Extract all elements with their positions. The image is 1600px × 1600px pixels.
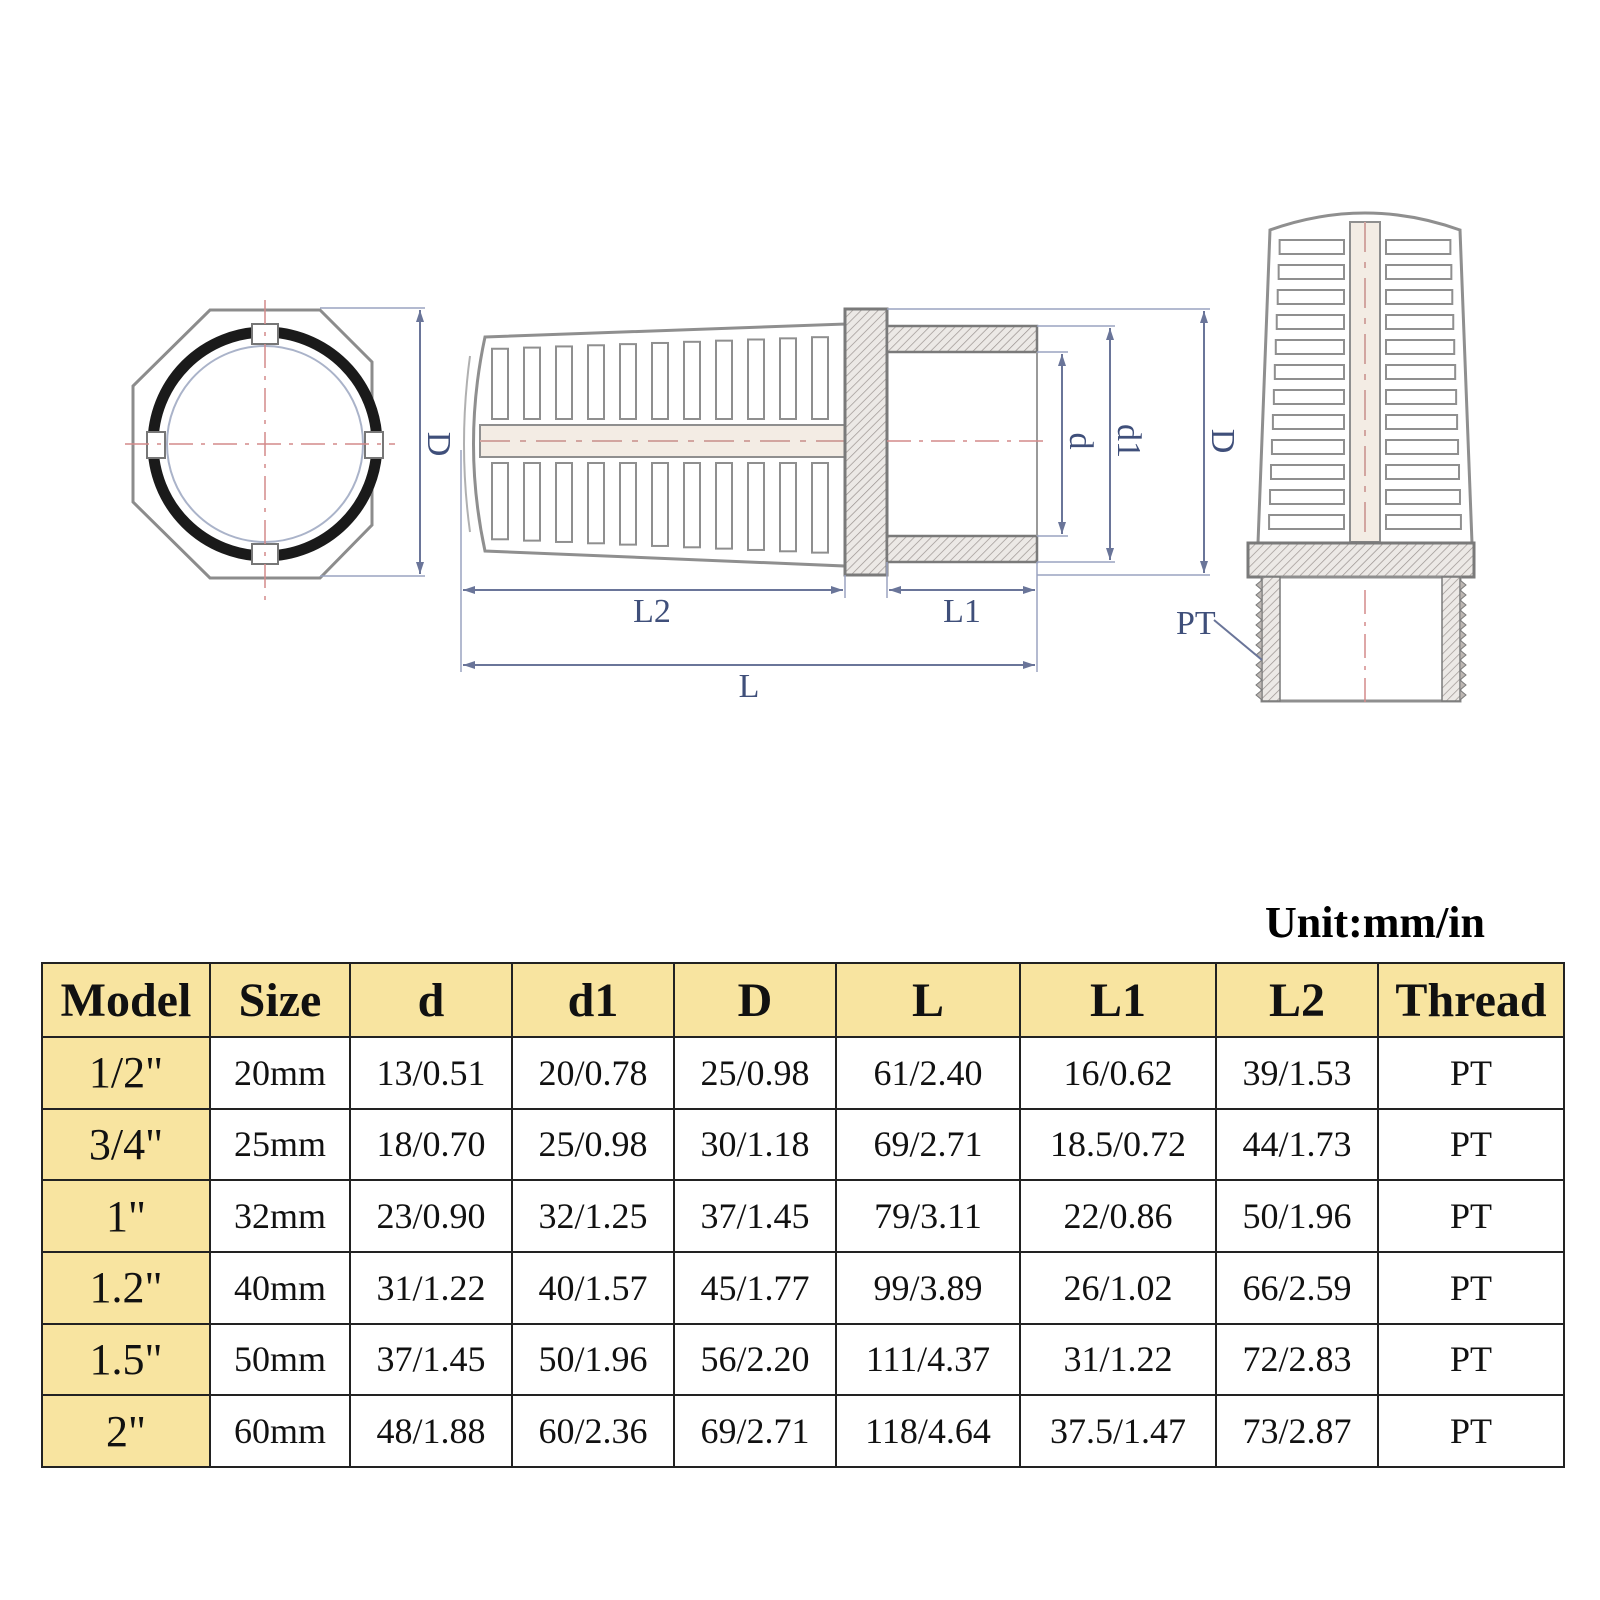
table-cell: 26/1.02 <box>1020 1252 1216 1324</box>
column-header-l1: L1 <box>1020 963 1216 1037</box>
strainer-slot <box>1272 440 1344 454</box>
strainer-slot <box>524 463 540 541</box>
table-cell: 40mm <box>210 1252 350 1324</box>
thread-tooth <box>1460 690 1466 700</box>
side-d-label: d <box>1062 432 1099 450</box>
table-cell: PT <box>1378 1395 1564 1467</box>
side-view <box>461 309 1241 705</box>
thread-tooth <box>1256 660 1262 670</box>
table-cell: 25/0.98 <box>674 1037 836 1109</box>
strainer-slot <box>684 463 700 547</box>
thread-tooth <box>1256 640 1262 650</box>
strainer-slot <box>1386 440 1458 454</box>
column-header-model: Model <box>42 963 210 1037</box>
strainer-slot <box>1271 465 1344 479</box>
front-view <box>125 300 457 600</box>
model-cell: 1/2" <box>42 1037 210 1109</box>
side-L1-label: L1 <box>943 593 981 630</box>
table-cell: PT <box>1378 1037 1564 1109</box>
strainer-slot <box>1278 290 1344 304</box>
table-cell: 111/4.37 <box>836 1324 1020 1396</box>
strainer-slot <box>588 463 604 543</box>
table-cell: 79/3.11 <box>836 1180 1020 1252</box>
table-cell: 20mm <box>210 1037 350 1109</box>
strainer-slot <box>1274 390 1344 404</box>
thread-tooth <box>1460 660 1466 670</box>
thread-tooth <box>1256 590 1262 600</box>
strainer-slot <box>716 341 732 419</box>
strainer-slot <box>652 463 668 546</box>
strainer-slot <box>748 463 764 550</box>
spec-table <box>41 962 1565 1468</box>
table-row <box>42 1109 1564 1181</box>
column-header-l: L <box>836 963 1020 1037</box>
strainer-slot <box>1279 265 1344 279</box>
table-cell: PT <box>1378 1109 1564 1181</box>
thread-tooth <box>1256 600 1262 610</box>
thread-tooth <box>1256 690 1262 700</box>
thread-tooth <box>1256 580 1262 590</box>
thread-tooth <box>1460 640 1466 650</box>
table-cell: 39/1.53 <box>1216 1037 1378 1109</box>
table-cell: 32mm <box>210 1180 350 1252</box>
model-cell: 2" <box>42 1395 210 1467</box>
model-cell: 1.2" <box>42 1252 210 1324</box>
unit-label: Unit:mm/in <box>1265 898 1485 947</box>
strainer-slot <box>812 337 828 419</box>
table-cell: 31/1.22 <box>1020 1324 1216 1396</box>
table-row <box>42 1037 1564 1109</box>
strainer-slot <box>588 345 604 419</box>
table-cell: 23/0.90 <box>350 1180 512 1252</box>
thread-tooth <box>1460 620 1466 630</box>
table-cell: 20/0.78 <box>512 1037 674 1109</box>
table-cell: PT <box>1378 1252 1564 1324</box>
table-cell: 50/1.96 <box>1216 1180 1378 1252</box>
thread-tooth <box>1256 610 1262 620</box>
table-header-row <box>42 963 1564 1037</box>
strainer-slot <box>1386 515 1461 529</box>
strainer-slot <box>620 463 636 545</box>
thread-tooth <box>1460 610 1466 620</box>
table-cell: 56/2.20 <box>674 1324 836 1396</box>
strainer-slot <box>1276 340 1344 354</box>
strainer-slot <box>812 463 828 553</box>
strainer-slot <box>1273 415 1344 429</box>
column-header-d: D <box>674 963 836 1037</box>
table-cell: 69/2.71 <box>836 1109 1020 1181</box>
strainer-slot <box>1386 340 1454 354</box>
table-row <box>42 1324 1564 1396</box>
strainer-slot <box>524 348 540 419</box>
thread-tooth <box>1460 580 1466 590</box>
strainer-slot <box>652 343 668 419</box>
thread-tooth <box>1460 680 1466 690</box>
table-cell: 18.5/0.72 <box>1020 1109 1216 1181</box>
table-cell: 25/0.98 <box>512 1109 674 1181</box>
table-cell: 37.5/1.47 <box>1020 1395 1216 1467</box>
table-cell: 60/2.36 <box>512 1395 674 1467</box>
table-cell: 48/1.88 <box>350 1395 512 1467</box>
strainer-slot <box>1386 390 1456 404</box>
table-cell: 18/0.70 <box>350 1109 512 1181</box>
strainer-slot <box>748 340 764 419</box>
table-cell: 31/1.22 <box>350 1252 512 1324</box>
column-header-d1: d1 <box>512 963 674 1037</box>
strainer-slot <box>780 463 796 551</box>
strainer-slot <box>1275 365 1344 379</box>
side-L-label: L <box>738 668 760 705</box>
strainer-slot <box>492 349 508 419</box>
table-cell: PT <box>1378 1324 1564 1396</box>
strainer-slot <box>1386 240 1450 254</box>
table-cell: 37/1.45 <box>350 1324 512 1396</box>
table-cell: 72/2.83 <box>1216 1324 1378 1396</box>
column-header-l2: L2 <box>1216 963 1378 1037</box>
strainer-slot <box>1386 415 1457 429</box>
thread-tooth <box>1460 630 1466 640</box>
strainer-slot <box>1386 465 1459 479</box>
strainer-slot <box>780 338 796 419</box>
strainer-slot <box>492 463 508 539</box>
strainer-slot <box>716 463 732 549</box>
column-header-thread: Thread <box>1378 963 1564 1037</box>
strainer-slot <box>1386 265 1451 279</box>
model-cell: 3/4" <box>42 1109 210 1181</box>
strainer-slot <box>1270 490 1344 504</box>
strainer-slot <box>684 342 700 419</box>
thread-tooth <box>1460 670 1466 680</box>
side-D-label: D <box>1204 428 1241 454</box>
upright-view <box>1176 213 1474 710</box>
strainer-slot <box>620 344 636 419</box>
side-d1-label: d1 <box>1110 424 1147 458</box>
table-cell: 30/1.18 <box>674 1109 836 1181</box>
thread-tooth <box>1256 620 1262 630</box>
table-row <box>42 1180 1564 1252</box>
table-cell: 22/0.86 <box>1020 1180 1216 1252</box>
thread-tooth <box>1256 630 1262 640</box>
thread-tooth <box>1460 650 1466 660</box>
table-cell: 61/2.40 <box>836 1037 1020 1109</box>
table-cell: 50/1.96 <box>512 1324 674 1396</box>
strainer-slot <box>556 346 572 419</box>
strainer-slot <box>1386 365 1455 379</box>
table-cell: 99/3.89 <box>836 1252 1020 1324</box>
table-row <box>42 1252 1564 1324</box>
strainer-slot <box>1386 315 1453 329</box>
table-cell: 44/1.73 <box>1216 1109 1378 1181</box>
strainer-slot <box>556 463 572 542</box>
table-cell: 25mm <box>210 1109 350 1181</box>
column-header-size: Size <box>210 963 350 1037</box>
table-cell: 60mm <box>210 1395 350 1467</box>
table-cell: 50mm <box>210 1324 350 1396</box>
table-cell: 73/2.87 <box>1216 1395 1378 1467</box>
strainer-slot <box>1269 515 1344 529</box>
table-cell: 37/1.45 <box>674 1180 836 1252</box>
upright-PT-label: PT <box>1176 605 1216 642</box>
thread-tooth <box>1256 670 1262 680</box>
table-cell: 16/0.62 <box>1020 1037 1216 1109</box>
strainer-slot <box>1386 490 1460 504</box>
thread-tooth <box>1460 590 1466 600</box>
strainer-slot <box>1277 315 1344 329</box>
front-D-label: D <box>420 431 457 457</box>
table-cell: 118/4.64 <box>836 1395 1020 1467</box>
table-cell: 32/1.25 <box>512 1180 674 1252</box>
table-cell: 69/2.71 <box>674 1395 836 1467</box>
thread-tooth <box>1460 600 1466 610</box>
table-cell: 66/2.59 <box>1216 1252 1378 1324</box>
table-cell: 45/1.77 <box>674 1252 836 1324</box>
table-row <box>42 1395 1564 1467</box>
strainer-slot <box>1386 290 1452 304</box>
model-cell: 1" <box>42 1180 210 1252</box>
thread-tooth <box>1256 680 1262 690</box>
strainer-slot <box>1280 240 1344 254</box>
model-cell: 1.5" <box>42 1324 210 1396</box>
table-cell: 40/1.57 <box>512 1252 674 1324</box>
side-L2-label: L2 <box>633 593 671 630</box>
table-cell: PT <box>1378 1180 1564 1252</box>
table-cell: 13/0.51 <box>350 1037 512 1109</box>
column-header-d: d <box>350 963 512 1037</box>
